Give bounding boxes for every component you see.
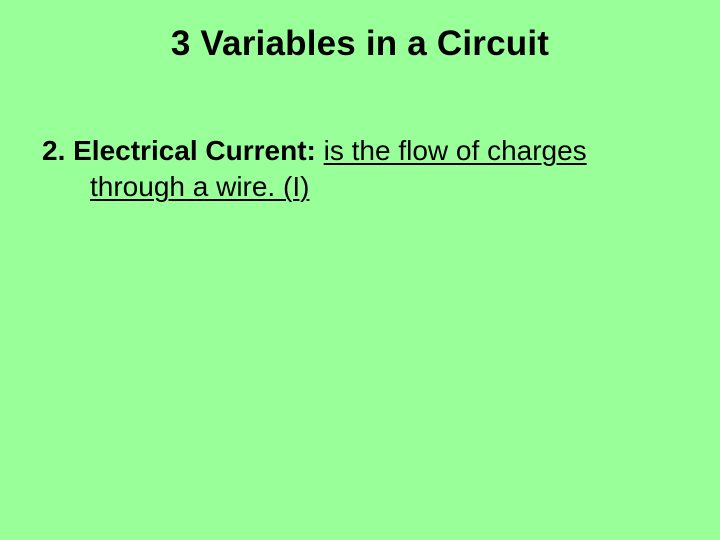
term-label: 2. Electrical Current: (42, 135, 316, 166)
definition-line-1 (42, 133, 692, 169)
definition-line-2 (42, 169, 692, 205)
definition-text-part-1: is the flow of charges (323, 135, 587, 166)
slide-title: 3 Variables in a Circuit (170, 24, 550, 63)
slide-body (42, 133, 692, 205)
definition-text-part-2: through a wire. (I) (90, 171, 310, 202)
